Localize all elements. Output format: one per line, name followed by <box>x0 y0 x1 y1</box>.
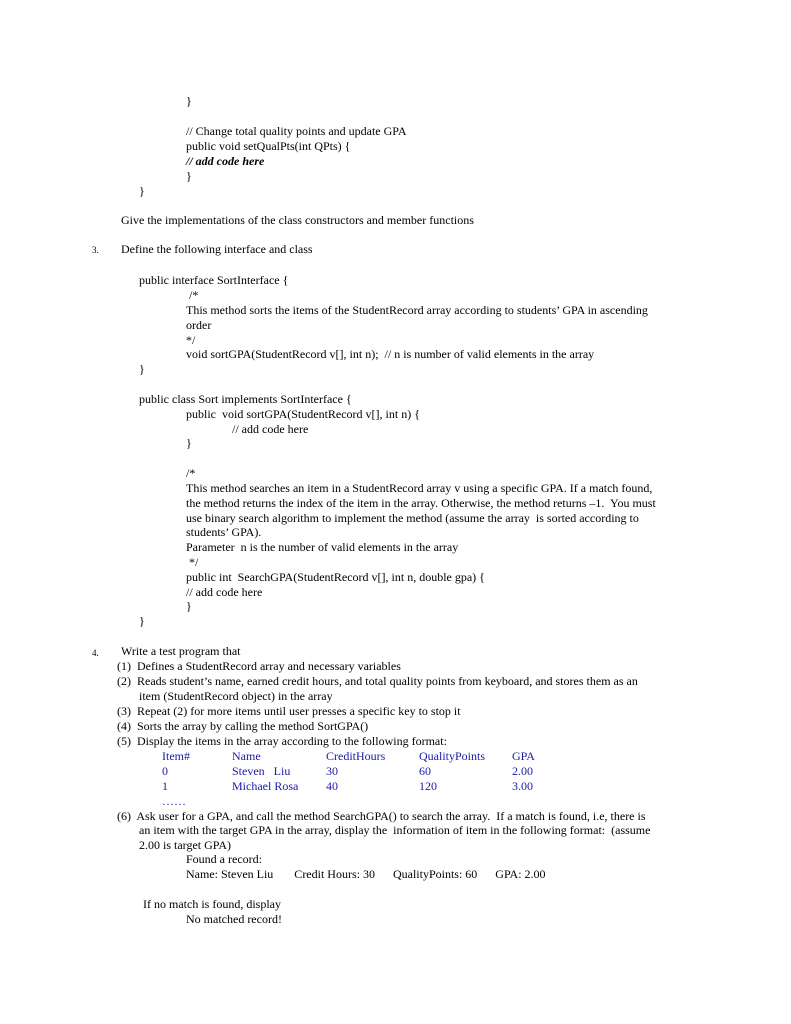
comment-line: students’ GPA). <box>186 525 262 539</box>
method-signature: public void setQualPts(int QPts) { <box>186 139 351 153</box>
comment-line: This method sorts the items of the StudentRecord array according to students’ GPA in ascending <box>186 303 648 317</box>
comment-line: the method returns the index of the item in the array. Otherwise, the method returns –1. You must <box>186 496 656 510</box>
list-item-continuation: item (StudentRecord object) in the array <box>139 689 333 703</box>
table-cell: 30 <box>326 764 338 778</box>
class-declaration: public class Sort implements SortInterface { <box>139 392 352 406</box>
question-number: 3. <box>92 245 99 255</box>
list-item: (6) Ask user for a GPA, and call the method SearchGPA() to search the array. If a match is found, i.e, there is <box>117 809 646 823</box>
method-signature: public void sortGPA(StudentRecord v[], int n) { <box>186 407 420 421</box>
table-header: QualityPoints <box>419 749 486 763</box>
comment-line: order <box>186 318 212 332</box>
table-header: CreditHours <box>326 749 386 763</box>
comment-line: use binary search algorithm to implement the method (assume the array is sorted according to <box>186 511 639 525</box>
table-ellipsis: …… <box>162 794 186 808</box>
comment-open: /* <box>189 288 199 302</box>
table-cell: 1 <box>162 779 168 793</box>
instruction-text: Give the implementations of the class constructors and member functions <box>121 213 474 227</box>
table-cell: 120 <box>419 779 437 793</box>
table-header: Item# <box>162 749 190 763</box>
method-signature: void sortGPA(StudentRecord v[], int n); // n is number of valid elements in the array <box>186 347 595 361</box>
closing-brace: } <box>186 599 192 613</box>
comment-close: */ <box>186 333 196 347</box>
table-cell: 2.00 <box>512 764 533 778</box>
table-cell: 3.00 <box>512 779 533 793</box>
instruction-text: If no match is found, display <box>143 897 281 911</box>
list-item: (5) Display the items in the array according to the following format: <box>117 734 447 748</box>
output-example: Found a record: <box>186 852 262 866</box>
closing-brace: } <box>139 362 145 376</box>
output-example: No matched record! <box>186 912 282 926</box>
comment-open: /* <box>186 466 196 480</box>
method-signature: public int SearchGPA(StudentRecord v[], int n, double gpa) { <box>186 570 485 584</box>
table-cell: 0 <box>162 764 168 778</box>
table-cell: Michael Rosa <box>232 779 299 793</box>
comment-close: */ <box>186 555 199 569</box>
add-code-comment: // add code here <box>186 154 265 168</box>
closing-brace: } <box>139 614 145 628</box>
code-comment: // Change total quality points and update GPA <box>186 124 407 138</box>
table-cell: Steven Liu <box>232 764 291 778</box>
question-number: 4. <box>92 648 99 658</box>
closing-brace: } <box>186 436 192 450</box>
table-cell: 60 <box>419 764 431 778</box>
output-example: Name: Steven Liu Credit Hours: 30 QualityPoints: 60 GPA: 2.00 <box>186 867 546 881</box>
interface-declaration: public interface SortInterface { <box>139 273 289 287</box>
list-item: (2) Reads student’s name, earned credit hours, and total quality points from keyboard, and stores them as an <box>117 674 638 688</box>
closing-brace: } <box>186 169 192 183</box>
question-title: Define the following interface and class <box>121 242 313 256</box>
list-item-continuation: an item with the target GPA in the array, display the information of item in the following format: (assume <box>139 823 651 837</box>
comment-line: Parameter n is the number of valid elements in the array <box>186 540 459 554</box>
list-item: (3) Repeat (2) for more items until user presses a specific key to stop it <box>117 704 461 718</box>
comment-line: This method searches an item in a StudentRecord array v using a specific GPA. If a match found, <box>186 481 653 495</box>
list-item: (1) Defines a StudentRecord array and necessary variables <box>117 659 401 673</box>
table-header: GPA <box>512 749 535 763</box>
table-cell: 40 <box>326 779 338 793</box>
question-title: Write a test program that <box>121 644 241 658</box>
table-header: Name <box>232 749 261 763</box>
closing-brace: } <box>139 184 145 198</box>
list-item-continuation: 2.00 is target GPA) <box>139 838 232 852</box>
method-body: // add code here <box>232 422 309 436</box>
list-item: (4) Sorts the array by calling the method SortGPA() <box>117 719 369 733</box>
closing-brace: } <box>186 94 192 108</box>
method-body: // add code here <box>186 585 263 599</box>
